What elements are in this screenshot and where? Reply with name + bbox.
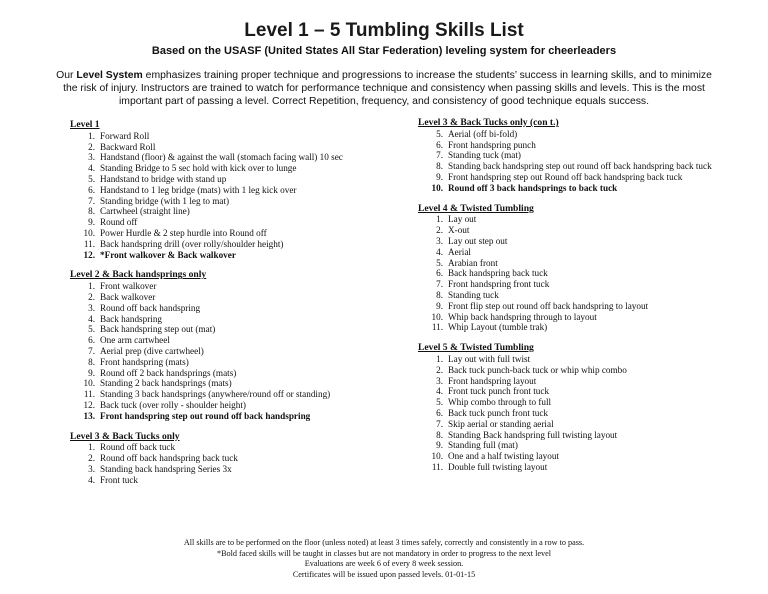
skill-item [418, 430, 768, 441]
skill-number: 11. [431, 461, 443, 472]
skill-item [70, 400, 410, 411]
skill-number: 10. [431, 311, 443, 322]
skill-number: 7. [436, 279, 443, 290]
skill-text: Back tuck (over rolly - shoulder height) [100, 399, 246, 410]
skill-text: Whip combo through to full [448, 397, 552, 408]
skill-text: Back walkover [100, 291, 156, 302]
skill-text: One and a half twisting layout [448, 451, 559, 462]
skill-number: 1. [88, 442, 95, 453]
skill-text: *Front walkover & Back walkover [100, 249, 236, 260]
skill-number: 10. [83, 378, 95, 389]
skill-number: 5. [436, 257, 443, 268]
skill-item [70, 453, 410, 464]
skill-number: 5. [88, 173, 95, 184]
skill-text: Round off back handspring [100, 302, 201, 313]
skill-item [70, 442, 410, 453]
skill-number: 13. [83, 410, 95, 421]
skill-item [70, 389, 410, 400]
skill-item [418, 397, 768, 408]
skill-list [70, 281, 410, 421]
intro-emphasis: Level System [76, 70, 143, 81]
skill-number: 4. [88, 313, 95, 324]
skill-item [70, 303, 410, 314]
skill-item [418, 140, 768, 151]
skill-item [70, 163, 410, 174]
skill-text: Back handspring step out (mat) [100, 324, 216, 335]
skill-text: Round off 2 back handsprings (mats) [100, 367, 237, 378]
footer-notes [0, 538, 768, 580]
skill-text: Double full twisting layout [448, 461, 548, 472]
skill-number: 12. [83, 249, 95, 260]
skill-item [418, 386, 768, 397]
skill-item [418, 322, 768, 333]
skill-item [70, 464, 410, 475]
skill-number: 6. [436, 407, 443, 418]
skill-text: Aerial [448, 246, 471, 257]
skill-item [70, 378, 410, 389]
skill-text: Cartwheel (straight line) [100, 206, 190, 217]
skill-item [70, 152, 410, 163]
skill-item [70, 131, 410, 142]
skill-number: 5. [88, 324, 95, 335]
skill-item [70, 324, 410, 335]
section-heading: Level 3 & Back Tucks only (con t.) [418, 117, 559, 128]
skill-number: 9. [436, 300, 443, 311]
skill-text: Front handspring step out round off back handspring [100, 410, 311, 421]
skill-text: Round off back tuck [100, 442, 176, 453]
skill-number: 6. [88, 184, 95, 195]
skill-number: 3. [436, 375, 443, 386]
skill-item [70, 475, 410, 486]
skill-number: 3. [436, 235, 443, 246]
skill-number: 8. [436, 429, 443, 440]
skill-item [418, 419, 768, 430]
skill-item [418, 451, 768, 462]
skill-text: Front walkover [100, 281, 157, 292]
skill-section [70, 120, 410, 260]
skill-section [418, 204, 768, 334]
skill-number: 7. [436, 150, 443, 161]
skill-section [418, 118, 768, 194]
skill-text: Front flip step out round off back handspring to layout [448, 300, 649, 311]
skill-number: 6. [88, 335, 95, 346]
skill-number: 8. [88, 206, 95, 217]
skill-text: Back handspring [100, 313, 163, 324]
skill-number: 5. [436, 128, 443, 139]
skill-number: 6. [436, 139, 443, 150]
skill-number: 5. [436, 397, 443, 408]
skill-text: Standing full (mat) [448, 440, 518, 451]
intro-body: emphasizes training proper technique and progressions to increase the students’ success in learning skills, and to minimize the risk of injury. Instructors are trained to watch for performance technique and consistency when passing skills and levels. This is the most important part of passing a level. Correct Repetition, frequency, and consistency of good technique equals success. [63, 70, 712, 107]
skill-section [70, 270, 410, 421]
skill-text: Skip aerial or standing aerial [448, 418, 554, 429]
skill-text: Back handspring back tuck [448, 268, 548, 279]
skill-number: 1. [88, 281, 95, 292]
skill-item [418, 183, 768, 194]
skill-number: 1. [436, 353, 443, 364]
skill-number: 7. [88, 345, 95, 356]
skill-number: 2. [88, 141, 95, 152]
skill-text: Aerial (off bi-fold) [448, 128, 518, 139]
skill-text: Back handspring drill (over rolly/shoulder height) [100, 238, 284, 249]
skill-text: Back tuck punch-back tuck or whip whip combo [448, 364, 627, 375]
skill-item [418, 172, 768, 183]
skill-item [418, 258, 768, 269]
skill-text: Standing 3 back handsprings (anywhere/round off or standing) [100, 389, 331, 400]
intro-paragraph [54, 69, 714, 108]
skill-text: Back tuck punch front tuck [448, 407, 549, 418]
skill-text: Standing tuck (mat) [448, 150, 521, 161]
section-heading: Level 4 & Twisted Tumbling [418, 202, 534, 214]
skill-text: Front tuck [100, 474, 139, 485]
skill-number: 9. [436, 440, 443, 451]
skill-text: Standing bridge (with 1 leg to mat) [100, 195, 230, 206]
skill-item [418, 408, 768, 419]
skill-number: 9. [436, 171, 443, 182]
left-column [70, 120, 410, 496]
skill-text: Whip Layout (tumble trak) [448, 322, 548, 333]
skill-number: 4. [436, 386, 443, 397]
skill-item [70, 142, 410, 153]
section-heading: Level 2 & Back handsprings only [70, 269, 207, 281]
skill-item [70, 250, 410, 261]
skill-number: 3. [88, 302, 95, 313]
skill-text: Front handspring punch [448, 139, 536, 150]
skill-text: Forward Roll [100, 130, 150, 141]
skill-text: Standing tuck [448, 289, 499, 300]
skill-number: 11. [431, 322, 443, 333]
skill-item [70, 357, 410, 368]
skill-number: 11. [83, 238, 95, 249]
section-heading: Level 5 & Twisted Tumbling [418, 342, 534, 354]
skill-number: 10. [431, 182, 443, 193]
skill-text: Front handspring step out Round off back handspring back tuck [448, 171, 683, 182]
skill-text: Power Hurdle & 2 step hurdle into Round off [100, 227, 267, 238]
skill-text: One arm cartwheel [100, 335, 170, 346]
skill-text: Handstand to 1 leg bridge (mats) with 1 leg kick over [100, 184, 297, 195]
skill-number: 7. [436, 418, 443, 429]
skill-item [418, 279, 768, 290]
skill-item [418, 440, 768, 451]
intro-prefix: Our [56, 70, 77, 81]
skill-item [70, 281, 410, 292]
page-title: Level 1 – 5 Tumbling Skills List [244, 20, 524, 41]
skill-number: 9. [88, 367, 95, 378]
footer-line: All skills are to be performed on the floor (unless noted) at least 3 times safely, correctly and consistently in a row to pass. [183, 538, 585, 547]
skill-item [418, 365, 768, 376]
skill-item [70, 368, 410, 379]
skill-text: Round off 3 back handsprings to back tuck [448, 182, 618, 193]
section-heading: Level 1 [70, 119, 100, 130]
skill-section [70, 432, 410, 486]
skill-number: 4. [88, 163, 95, 174]
skill-item [418, 214, 768, 225]
skill-item [70, 314, 410, 325]
skill-item [418, 161, 768, 172]
skill-section [418, 343, 768, 473]
skill-text: Backward Roll [100, 141, 156, 152]
skill-number: 9. [88, 217, 95, 228]
page-subtitle: Based on the USASF (United States All Star Federation) leveling system for cheerleaders [151, 45, 617, 57]
skill-item [418, 376, 768, 387]
skill-item [70, 174, 410, 185]
footer-line: *Bold faced skills will be taught in classes but are not mandatory in order to progress to the next level [216, 548, 552, 558]
skill-item [418, 129, 768, 140]
skill-text: Handstand to bridge with stand up [100, 173, 227, 184]
footer-line: Certificates will be issued upon passed levels. 01-01-15 [292, 569, 476, 579]
skill-text: Lay out [448, 214, 477, 225]
skill-item [418, 150, 768, 161]
skill-text: Standing back handspring step out round off back handspring back tuck [448, 161, 712, 172]
skill-text: Front handspring front tuck [448, 279, 550, 290]
skill-text: Round off back handspring back tuck [100, 453, 238, 464]
skill-text: Front handspring layout [448, 375, 537, 386]
skill-item [70, 335, 410, 346]
skill-number: 7. [88, 195, 95, 206]
skill-text: Lay out with full twist [448, 353, 531, 364]
skill-item [418, 301, 768, 312]
skill-text: Front tuck punch front tuck [448, 386, 550, 397]
skill-number: 1. [88, 130, 95, 141]
skill-number: 6. [436, 268, 443, 279]
skill-number: 3. [88, 152, 95, 163]
skill-item [418, 268, 768, 279]
skill-item [70, 185, 410, 196]
skill-text: Lay out step out [448, 235, 508, 246]
skill-item [70, 346, 410, 357]
skill-number: 1. [436, 214, 443, 225]
skill-list [70, 442, 410, 485]
skill-item [70, 217, 410, 228]
skill-number: 2. [436, 225, 443, 236]
skill-list [418, 129, 768, 194]
skill-text: Standing Bridge to 5 sec hold with kick over to lunge [100, 163, 297, 174]
skill-item [70, 292, 410, 303]
skill-number: 2. [436, 364, 443, 375]
skill-item [418, 354, 768, 365]
skill-item [418, 247, 768, 258]
skill-text: Standing Back handspring full twisting layout [448, 429, 618, 440]
skill-number: 8. [436, 289, 443, 300]
skill-text: Aerial prep (dive cartwheel) [100, 345, 204, 356]
skill-text: Standing back handspring Series 3x [100, 463, 232, 474]
skill-text: X-out [448, 225, 470, 236]
skill-item [70, 411, 410, 422]
skill-item [70, 239, 410, 250]
skill-text: Handstand (floor) & against the wall (stomach facing wall) 10 sec [100, 152, 343, 163]
skill-number: 12. [83, 399, 95, 410]
footer-line: Evaluations are week 6 of every 8 week session. [304, 559, 464, 568]
skill-item [418, 312, 768, 323]
skill-item [418, 236, 768, 247]
skill-number: 11. [83, 389, 95, 400]
skill-number: 3. [88, 463, 95, 474]
skill-text: Whip back handspring through to layout [448, 311, 597, 322]
skill-number: 4. [436, 246, 443, 257]
skill-list [70, 131, 410, 261]
skill-text: Front handspring (mats) [100, 356, 189, 367]
skill-item [70, 228, 410, 239]
right-column [418, 118, 768, 483]
skill-number: 2. [88, 291, 95, 302]
skill-number: 10. [83, 227, 95, 238]
skill-number: 2. [88, 453, 95, 464]
skill-number: 8. [436, 161, 443, 172]
skill-number: 4. [88, 474, 95, 485]
skill-number: 10. [431, 451, 443, 462]
skill-text: Standing 2 back handsprings (mats) [100, 378, 232, 389]
skill-list [418, 354, 768, 473]
skill-number: 8. [88, 356, 95, 367]
section-heading: Level 3 & Back Tucks only [70, 430, 180, 442]
skill-item [418, 225, 768, 236]
skill-item [418, 290, 768, 301]
skill-text: Arabian front [448, 257, 498, 268]
skill-item [70, 206, 410, 217]
skill-list [418, 214, 768, 333]
skill-item [70, 196, 410, 207]
skill-item [418, 462, 768, 473]
skill-text: Round off [100, 217, 138, 228]
